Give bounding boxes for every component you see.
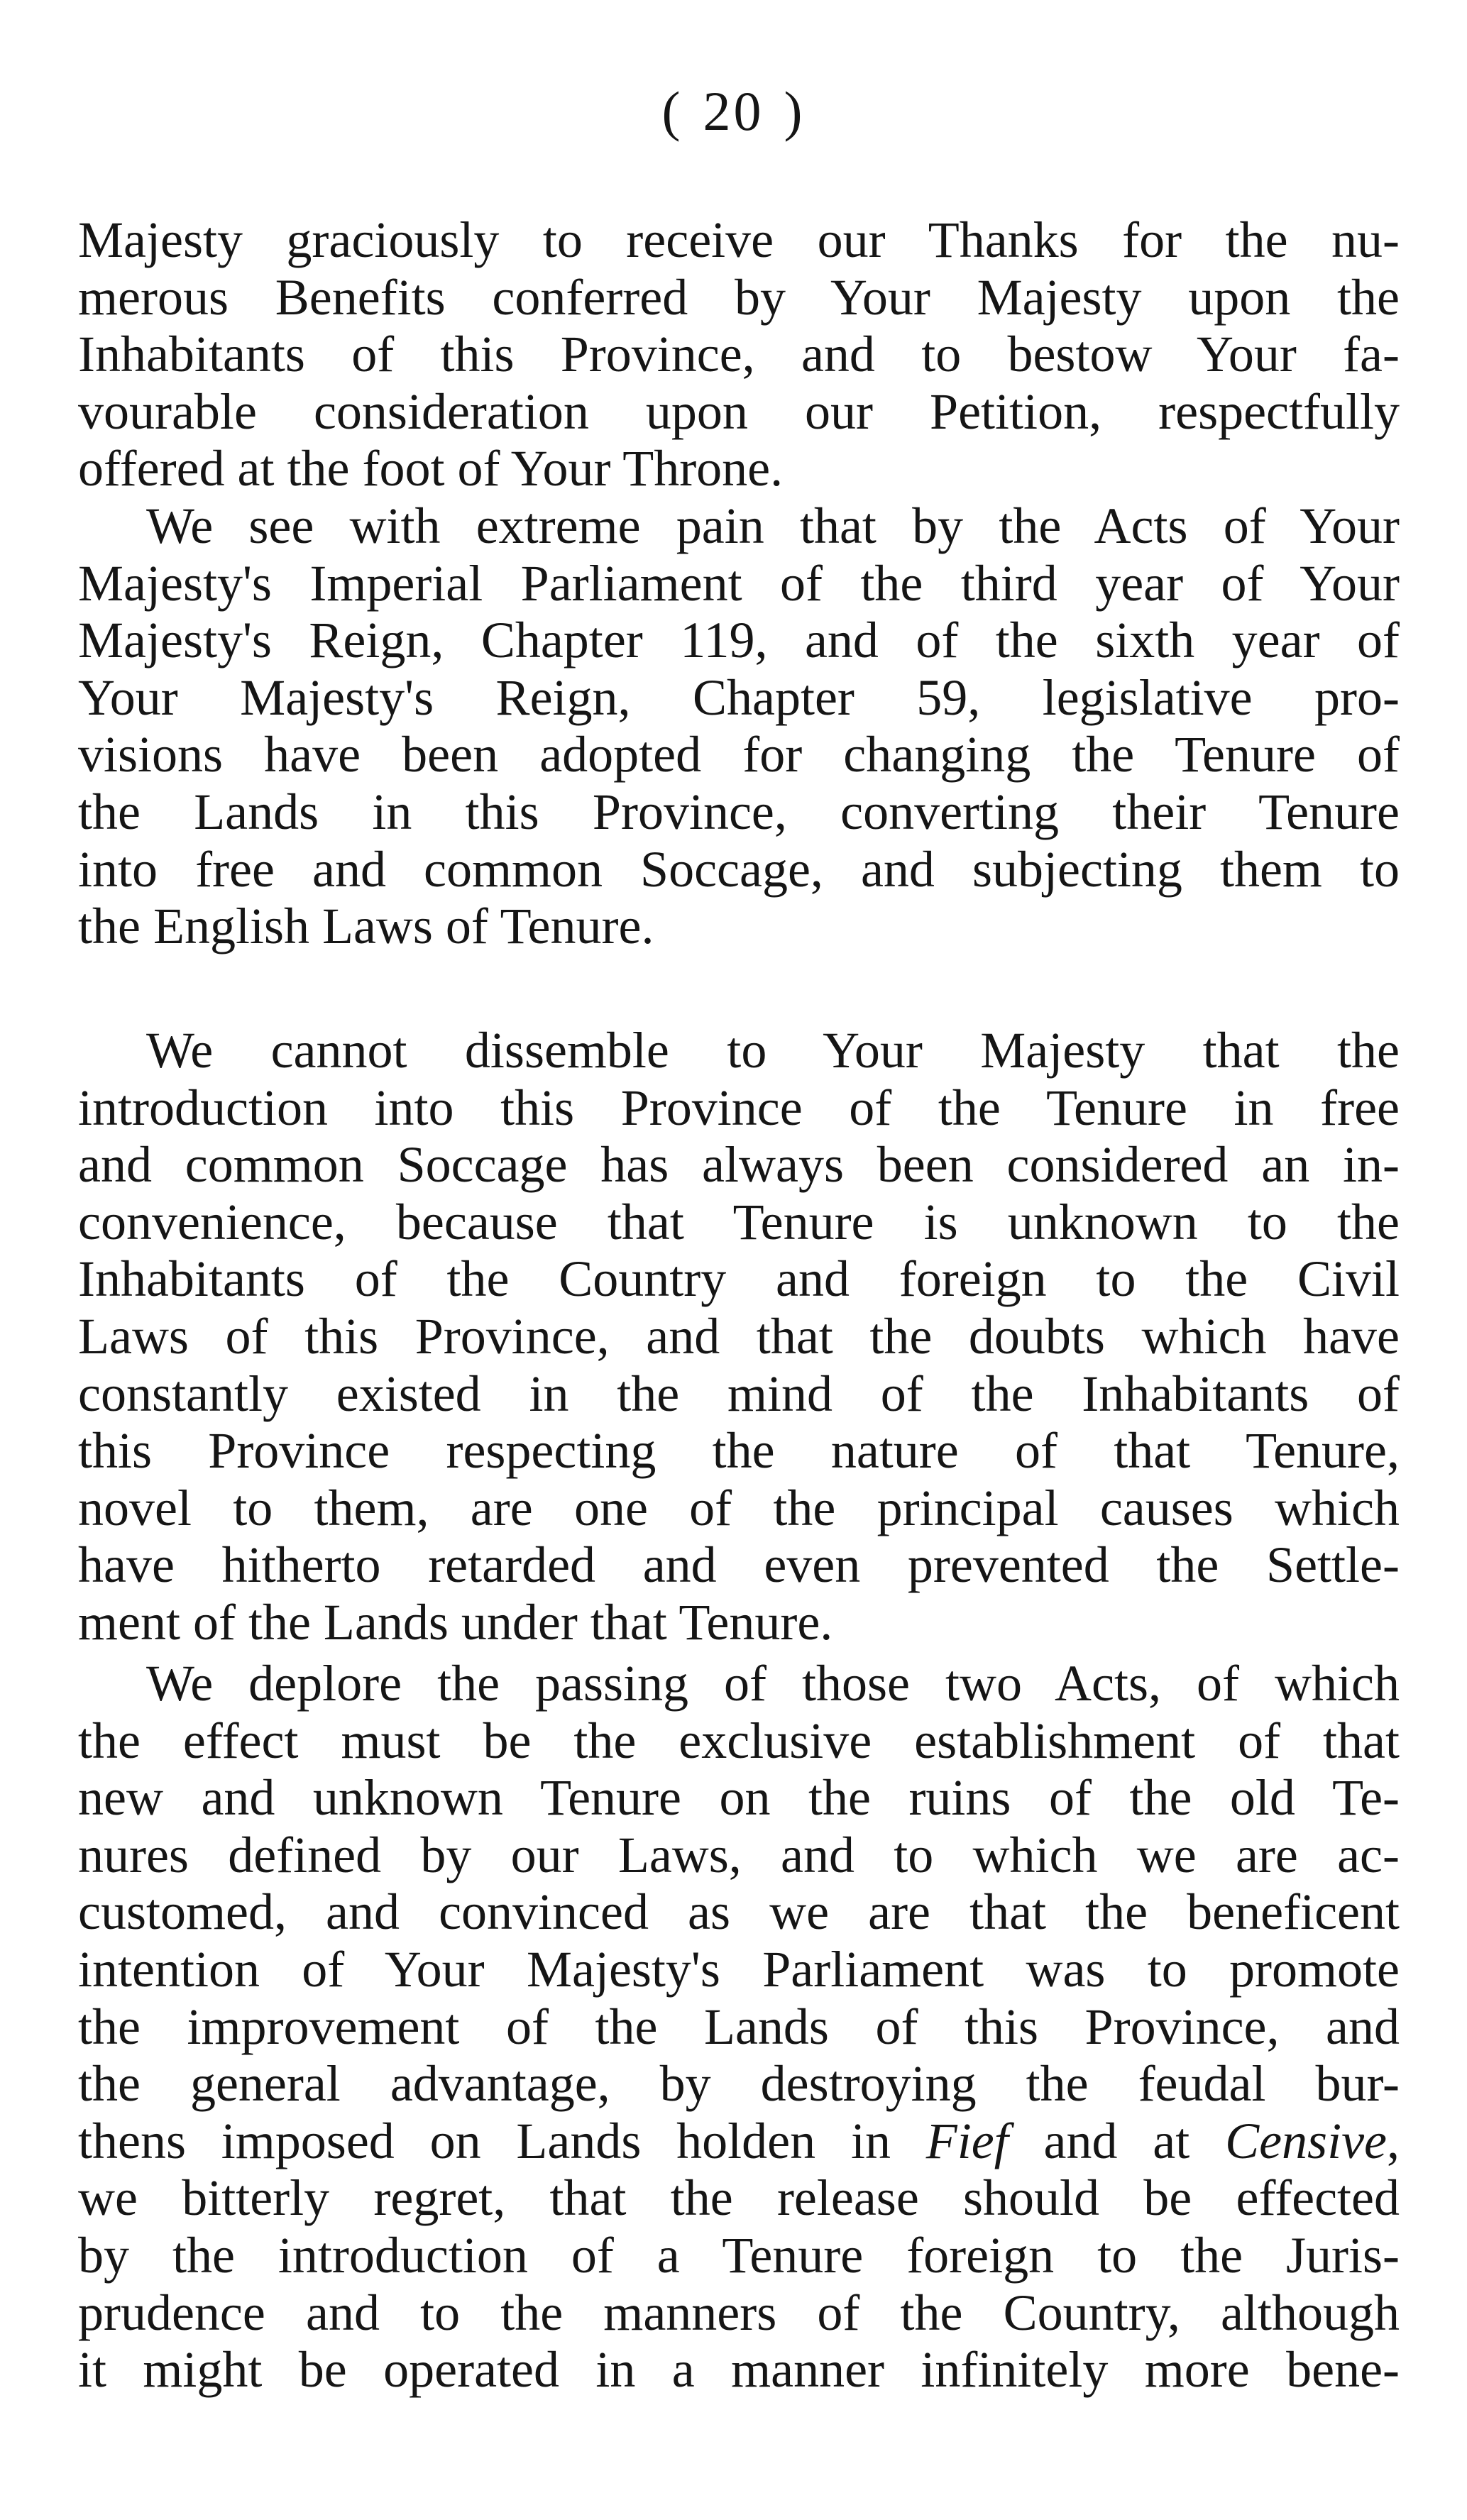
text-line: the English Laws of Tenure.: [78, 898, 654, 955]
folio-close-paren: ): [784, 80, 806, 142]
paragraph-dissemble: [78, 1022, 1400, 1651]
text-line: visions have been adopted for changing the Tenure of: [78, 726, 1400, 783]
paragraph-deplore: [78, 1655, 1400, 2399]
folio-open-paren: (: [661, 80, 683, 142]
text-line: introduction into this Province of the Tenure in free: [78, 1079, 1400, 1136]
text-line: prudence and to the manners of the Country, although: [78, 2284, 1400, 2341]
paragraph-acts: [78, 497, 1400, 955]
text-line: by the introduction of a Tenure foreign to the Juris-: [78, 2226, 1400, 2284]
text-line: have hitherto retarded and even prevented the Settle-: [78, 1536, 1400, 1594]
term-fief: Fief: [925, 2112, 1009, 2169]
text-line: constantly existed in the mind of the Inhabitants of: [78, 1365, 1400, 1422]
text-line: customed, and convinced as we are that the beneficent: [78, 1883, 1400, 1941]
text-line: Inhabitants of the Country and foreign to the Civil: [78, 1250, 1400, 1308]
text-line: We see with extreme pain that by the Acts of Your: [146, 497, 1400, 554]
text-line: ment of the Lands under that Tenure.: [78, 1593, 833, 1651]
text-line: We deplore the passing of those two Acts, of which: [146, 1655, 1400, 1712]
term-censive: Censive: [1225, 2112, 1387, 2169]
text-line: nures defined by our Laws, and to which we are ac-: [78, 1826, 1400, 1883]
page-number-value: 20: [703, 80, 764, 142]
text-line: Laws of this Province, and that the doubts which have: [78, 1307, 1400, 1365]
text-line: intention of Your Majesty's Parliament was to promote: [78, 1940, 1400, 1998]
text-line: and common Soccage has always been considered an in-: [78, 1136, 1400, 1194]
page-number: [0, 80, 1467, 142]
text-line: the improvement of the Lands of this Province, and: [78, 1998, 1400, 2055]
text-line: the effect must be the exclusive establishment of that: [78, 1712, 1400, 1769]
text-line: the general advantage, by destroying the feudal bur-: [78, 2055, 1400, 2113]
text-line: offered at the foot of Your Throne.: [78, 440, 784, 497]
text-line: we bitterly regret, that the release should be effected: [78, 2169, 1400, 2227]
text-line: into free and common Soccage, and subjecting them to: [78, 840, 1400, 898]
text-line: vourable consideration upon our Petition, respectfully: [78, 383, 1400, 440]
text-line: Your Majesty's Reign, Chapter 59, legislative pro-: [78, 668, 1400, 726]
text-line: merous Benefits conferred by Your Majesty upon the: [78, 268, 1400, 326]
text-line: new and unknown Tenure on the ruins of the old Te-: [78, 1769, 1400, 1827]
paragraph-continuation: [78, 211, 1400, 497]
text-line-italic-terms: thens imposed on Lands holden in Fief and at Censive,: [78, 2112, 1400, 2169]
text-line: Majesty graciously to receive our Thanks for the nu-: [78, 211, 1400, 268]
text-line: this Province respecting the nature of that Tenure,: [78, 1422, 1400, 1480]
text-line: We cannot dissemble to Your Majesty that the: [146, 1022, 1400, 1079]
text-line: novel to them, are one of the principal causes which: [78, 1479, 1400, 1536]
text-line: convenience, because that Tenure is unknown to the: [78, 1193, 1400, 1250]
text-line: Majesty's Imperial Parliament of the third year of Your: [78, 554, 1400, 612]
text-line: the Lands in this Province, converting their Tenure: [78, 783, 1400, 840]
text-line: it might be operated in a manner infinitely more bene-: [78, 2341, 1400, 2399]
text-line: Majesty's Reign, Chapter 119, and of the sixth year of: [78, 612, 1400, 669]
text-line: Inhabitants of this Province, and to bestow Your fa-: [78, 326, 1400, 383]
